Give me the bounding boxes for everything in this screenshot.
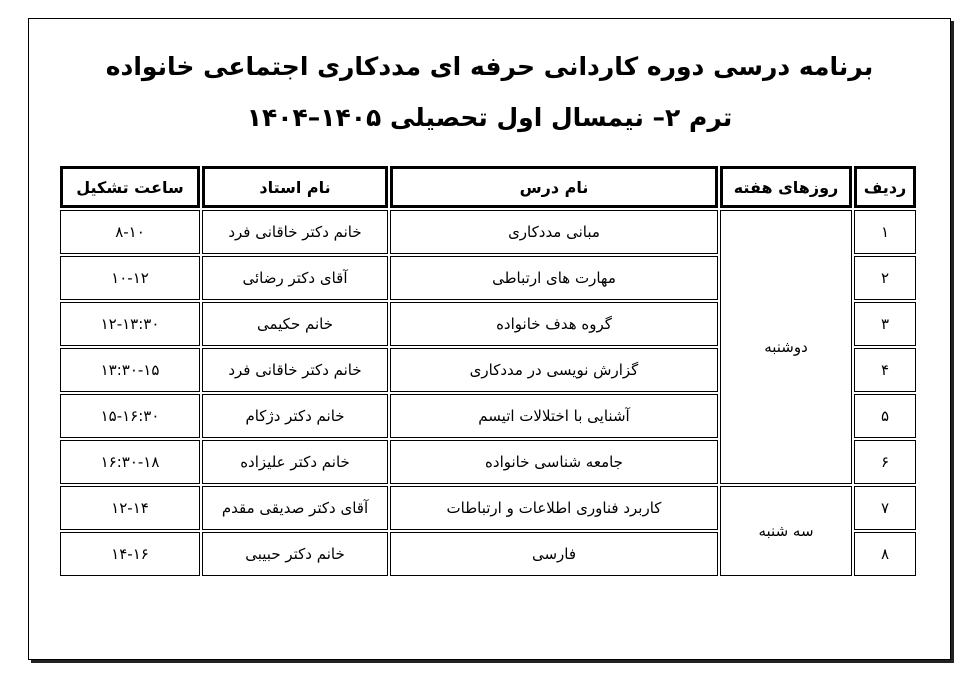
header-teacher-name: نام استاد — [202, 166, 388, 208]
class-time: ۱۲-۱۴ — [60, 486, 200, 530]
document-title: برنامه درسی دوره کاردانی حرفه ای مددکاری اجتماعی خانواده — [105, 52, 874, 81]
row-number: ۶ — [854, 440, 916, 484]
weekday-cell-tuesday: سه شنبه — [720, 486, 852, 576]
row-number: ۵ — [854, 394, 916, 438]
teacher-name: خانم دکتر حبیبی — [202, 532, 388, 576]
weekday-cell-monday: دوشنبه — [720, 210, 852, 484]
course-name: جامعه شناسی خانواده — [390, 440, 718, 484]
teacher-name: خانم حکیمی — [202, 302, 388, 346]
header-class-time: ساعت تشکیل — [60, 166, 200, 208]
class-time: ۱۵-۱۶:۳۰ — [60, 394, 200, 438]
class-time: ۱۳:۳۰-۱۵ — [60, 348, 200, 392]
class-time: ۱۲-۱۳:۳۰ — [60, 302, 200, 346]
teacher-name: خانم دکتر خاقانی فرد — [202, 348, 388, 392]
header-weekday: روزهای هفته — [720, 166, 852, 208]
teacher-name: خانم دکتر خاقانی فرد — [202, 210, 388, 254]
document-subtitle: ترم ۲– نیمسال اول تحصیلی ۱۴۰۵–۱۴۰۴ — [246, 103, 733, 132]
course-name: آشنایی با اختلالات اتیسم — [390, 394, 718, 438]
table-row — [60, 210, 916, 254]
row-number: ۲ — [854, 256, 916, 300]
teacher-name: آقای دکتر صدیقی مقدم — [202, 486, 388, 530]
course-name: مبانی مددکاری — [390, 210, 718, 254]
course-name: گروه هدف خانواده — [390, 302, 718, 346]
class-time: ۱۶:۳۰-۱۸ — [60, 440, 200, 484]
schedule-table — [58, 164, 918, 578]
course-name: کاربرد فناوری اطلاعات و ارتباطات — [390, 486, 718, 530]
teacher-name: خانم دکتر علیزاده — [202, 440, 388, 484]
teacher-name: آقای دکتر رضائی — [202, 256, 388, 300]
row-number: ۱ — [854, 210, 916, 254]
class-time: ۱۰-۱۲ — [60, 256, 200, 300]
header-row-number: ردیف — [854, 166, 916, 208]
row-number: ۸ — [854, 532, 916, 576]
row-number: ۳ — [854, 302, 916, 346]
header-course-name: نام درس — [390, 166, 718, 208]
header-row — [60, 166, 916, 208]
course-name: مهارت های ارتباطی — [390, 256, 718, 300]
class-time: ۱۴-۱۶ — [60, 532, 200, 576]
row-number: ۴ — [854, 348, 916, 392]
course-name: گزارش نویسی در مددکاری — [390, 348, 718, 392]
row-number: ۷ — [854, 486, 916, 530]
class-time: ۸-۱۰ — [60, 210, 200, 254]
course-name: فارسی — [390, 532, 718, 576]
teacher-name: خانم دکتر دژکام — [202, 394, 388, 438]
table-row — [60, 486, 916, 530]
